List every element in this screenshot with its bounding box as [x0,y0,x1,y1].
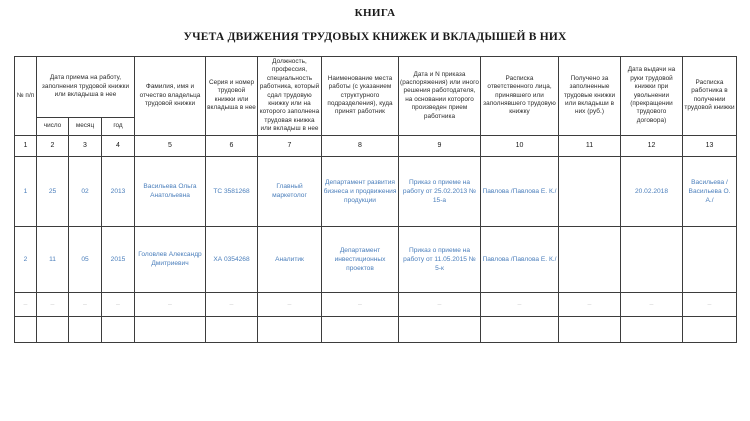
continuation-cell: – [399,292,481,316]
cell-day: 25 [37,156,69,226]
cell-year: 2013 [102,156,135,226]
empty-row[interactable] [15,316,737,342]
table-row[interactable] [15,226,737,292]
cell-position: Главный маркетолог [258,156,322,226]
cell-number: 2 [15,226,37,292]
continuation-cell: – [15,292,37,316]
cell-month: 02 [69,156,102,226]
cell-day: 11 [37,226,69,292]
cell-year: 2015 [102,226,135,292]
continuation-cell: – [481,292,559,316]
empty-cell [481,316,559,342]
cell-employee-signature [683,226,737,292]
cell-workplace: Департамент развития бизнеса и продвижения продукции [322,156,399,226]
cell-responsible-signature: Павлова /Павлова Е. К./ [481,226,559,292]
empty-cell [206,316,258,342]
header-sub-day: число [37,117,69,135]
continuation-cell: – [135,292,206,316]
cell-order: Приказ о приеме на работу от 11.05.2015 № 5-к [399,226,481,292]
colnum-12: 12 [621,135,683,156]
header-sub-month: месяц [69,117,102,135]
labor-book-register-table [14,56,737,343]
colnum-2: 2 [37,135,69,156]
colnum-6: 6 [206,135,258,156]
empty-cell [102,316,135,342]
continuation-cell: – [37,292,69,316]
empty-cell [15,316,37,342]
header-col-amount-received: Получено за заполненные трудовые книжки или вкладыши в них (руб.) [559,57,621,136]
cell-employee-signature: Васильева /Васильева О. А./ [683,156,737,226]
title-block [0,6,750,44]
table-body [15,135,737,342]
cell-series-number: ХА 0354268 [206,226,258,292]
header-col-hire-date-group: Дата приема на работу, заполнения трудовой книжки или вкладыша в нее [37,57,135,118]
colnum-8: 8 [322,135,399,156]
cell-order: Приказ о приеме на работу от 25.02.2013 № 15-а [399,156,481,226]
continuation-cell: – [102,292,135,316]
colnum-13: 13 [683,135,737,156]
empty-cell [559,316,621,342]
continuation-cell: – [621,292,683,316]
empty-cell [399,316,481,342]
header-col-series-number: Серия и номер трудовой книжки или вкладыша в нее [206,57,258,136]
table-row[interactable] [15,156,737,226]
header-col-order: Дата и N приказа (распоряжения) или иного решения работодателя, на основании которого произведен прием работника [399,57,481,136]
document-title: КНИГА [354,7,396,19]
colnum-10: 10 [481,135,559,156]
column-number-row [15,135,737,156]
cell-issue-date [621,226,683,292]
colnum-3: 3 [69,135,102,156]
header-sub-year: год [102,117,135,135]
colnum-5: 5 [135,135,206,156]
cell-full-name: Васильева Ольга Анатольевна [135,156,206,226]
empty-cell [322,316,399,342]
empty-cell [37,316,69,342]
continuation-row [15,292,737,316]
colnum-11: 11 [559,135,621,156]
cell-issue-date: 20.02.2018 [621,156,683,226]
cell-series-number: ТС 3581268 [206,156,258,226]
header-col-position: Должность, профессия, специальность работника, который сдал трудовую книжку или на которого заполнена трудовая книжка или вкладыш в нее [258,57,322,136]
continuation-cell: – [69,292,102,316]
cell-full-name: Головлев Александр Дмитриевич [135,226,206,292]
continuation-cell: – [559,292,621,316]
continuation-cell: – [206,292,258,316]
empty-cell [683,316,737,342]
continuation-cell: – [258,292,322,316]
empty-cell [258,316,322,342]
header-col-workplace: Наименование места работы (с указанием структурного подразделения), куда принят работник [322,57,399,136]
header-row-main [15,57,737,118]
header-col-number: № п/п [15,57,37,136]
empty-cell [621,316,683,342]
cell-responsible-signature: Павлова /Павлова Е. К./ [481,156,559,226]
header-col-responsible-signature: Расписка ответственного лица, принявшего или заполнявшего трудовую книжку [481,57,559,136]
cell-month: 05 [69,226,102,292]
document-subtitle: УЧЕТА ДВИЖЕНИЯ ТРУДОВЫХ КНИЖЕК И ВКЛАДЫШЕЙ В НИХ [183,31,567,43]
cell-position: Аналитик [258,226,322,292]
colnum-9: 9 [399,135,481,156]
colnum-1: 1 [15,135,37,156]
cell-amount-received [559,156,621,226]
continuation-cell: – [322,292,399,316]
header-col-issue-date: Дата выдачи на руки трудовой книжки при увольнении (прекращении трудового договора) [621,57,683,136]
continuation-cell: – [683,292,737,316]
colnum-7: 7 [258,135,322,156]
header-col-full-name: Фамилия, имя и отчество владельца трудовой книжки [135,57,206,136]
table-container [14,56,736,343]
cell-workplace: Департамент инвестиционных проектов [322,226,399,292]
colnum-4: 4 [102,135,135,156]
header-col-employee-signature: Расписка работника в получении трудовой книжки [683,57,737,136]
empty-cell [135,316,206,342]
cell-number: 1 [15,156,37,226]
empty-cell [69,316,102,342]
table-head [15,57,737,136]
cell-amount-received [559,226,621,292]
